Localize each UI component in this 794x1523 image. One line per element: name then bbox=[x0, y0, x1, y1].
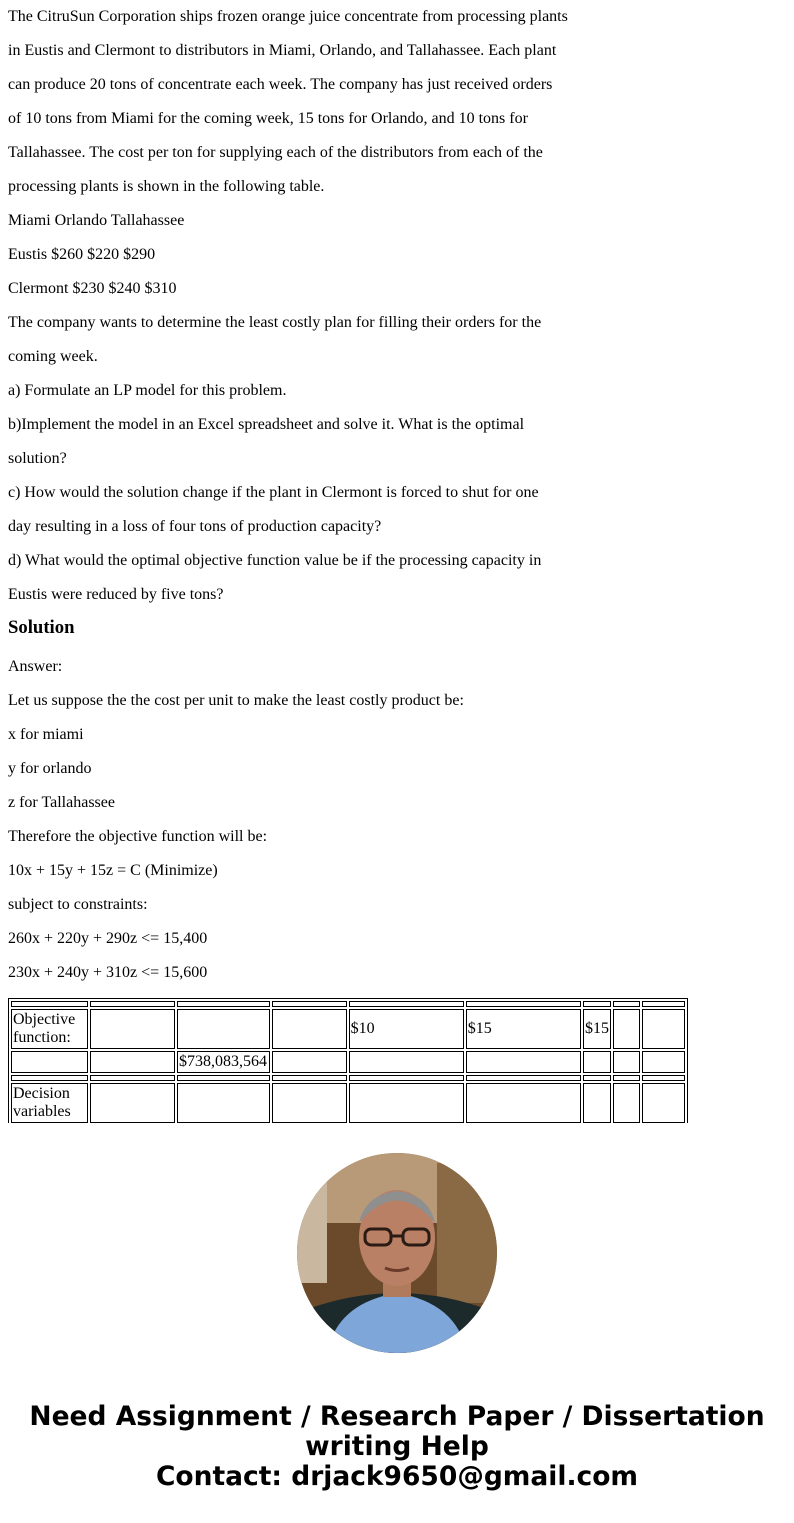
table-cell bbox=[272, 1083, 347, 1123]
solution-line: subject to constraints: bbox=[8, 896, 148, 913]
table-cell bbox=[642, 1083, 685, 1123]
table-cell bbox=[613, 1051, 640, 1073]
table-row bbox=[11, 1009, 685, 1049]
cost-table-header: Miami Orlando Tallahassee bbox=[8, 212, 185, 229]
table-cell: $15 bbox=[466, 1009, 581, 1049]
spreadsheet-table bbox=[8, 998, 688, 1123]
table-row bbox=[11, 1051, 685, 1073]
problem-line: The CitruSun Corporation ships frozen orange juice concentrate from processing plants bbox=[8, 8, 568, 25]
problem-line: processing plants is shown in the following table. bbox=[8, 178, 325, 195]
table-cell bbox=[466, 1051, 581, 1073]
table-cell bbox=[466, 1083, 581, 1123]
constraint: 260x + 220y + 290z <= 15,400 bbox=[8, 930, 208, 947]
table-cell bbox=[613, 1009, 640, 1049]
table-cell bbox=[583, 1051, 611, 1073]
table-cell bbox=[642, 1009, 685, 1049]
question-c: c) How would the solution change if the plant in Clermont is forced to shut for one bbox=[8, 484, 539, 501]
question-b: solution? bbox=[8, 450, 67, 467]
table-cell: Objective function: bbox=[11, 1009, 88, 1049]
problem-line: in Eustis and Clermont to distributors in Miami, Orlando, and Tallahassee. Each plant bbox=[8, 42, 557, 59]
solution-line: Answer: bbox=[8, 658, 63, 675]
solution-heading: Solution bbox=[8, 617, 75, 638]
question-a: a) Formulate an LP model for this problem. bbox=[8, 382, 287, 399]
table-cell bbox=[613, 1083, 640, 1123]
promo-footer bbox=[0, 1402, 794, 1492]
table-cell bbox=[90, 1051, 175, 1073]
table-cell bbox=[177, 1083, 270, 1123]
contact-line: Contact: drjack9650@gmail.com bbox=[155, 1461, 639, 1492]
table-cell: $10 bbox=[349, 1009, 464, 1049]
table-row bbox=[11, 1083, 685, 1123]
table-cell bbox=[177, 1009, 270, 1049]
table-cell bbox=[642, 1051, 685, 1073]
avatar-photo bbox=[297, 1153, 497, 1353]
constraint: 230x + 240y + 310z <= 15,600 bbox=[8, 964, 208, 981]
question-d: Eustis were reduced by five tons? bbox=[8, 586, 224, 603]
problem-line: coming week. bbox=[8, 348, 98, 365]
table-cell bbox=[272, 1009, 347, 1049]
solution-line: z for Tallahassee bbox=[8, 794, 115, 811]
objective-function: 10x + 15y + 15z = C (Minimize) bbox=[8, 862, 218, 879]
question-b: b)Implement the model in an Excel spreadsheet and solve it. What is the optimal bbox=[8, 416, 525, 433]
problem-line: Tallahassee. The cost per ton for supplying each of the distributors from each of the bbox=[8, 144, 543, 161]
cost-table-row: Eustis $260 $220 $290 bbox=[8, 246, 156, 263]
table-cell bbox=[349, 1083, 464, 1123]
table-cell bbox=[11, 1051, 88, 1073]
problem-line: of 10 tons from Miami for the coming week, 15 tons for Orlando, and 10 tons for bbox=[8, 110, 528, 127]
table-cell bbox=[90, 1009, 175, 1049]
separator-row bbox=[11, 1001, 685, 1007]
question-c: day resulting in a loss of four tons of production capacity? bbox=[8, 518, 382, 535]
table-cell: $15 bbox=[583, 1009, 611, 1049]
table-cell bbox=[349, 1051, 464, 1073]
author-avatar bbox=[297, 1153, 497, 1353]
solution-line: Let us suppose the the cost per unit to make the least costly product be: bbox=[8, 692, 464, 709]
problem-line: The company wants to determine the least costly plan for filling their orders for the bbox=[8, 314, 542, 331]
solution-line: x for miami bbox=[8, 726, 84, 743]
separator-row bbox=[11, 1075, 685, 1081]
promo-line: Need Assignment / Research Paper / Dissertation bbox=[29, 1401, 765, 1432]
question-d: d) What would the optimal objective function value be if the processing capacity in bbox=[8, 552, 542, 569]
table-cell: $738,083,564 bbox=[177, 1051, 270, 1073]
table-cell bbox=[90, 1083, 175, 1123]
spreadsheet-table-wrapper bbox=[8, 998, 688, 1123]
table-cell bbox=[583, 1083, 611, 1123]
table-cell bbox=[272, 1051, 347, 1073]
cost-table-row: Clermont $230 $240 $310 bbox=[8, 280, 177, 297]
solution-line: y for orlando bbox=[8, 760, 92, 777]
solution-line: Therefore the objective function will be: bbox=[8, 828, 268, 845]
promo-line: writing Help bbox=[305, 1431, 489, 1462]
document-content bbox=[8, 0, 688, 1123]
table-cell: Decision variables bbox=[11, 1083, 88, 1123]
problem-line: can produce 20 tons of concentrate each week. The company has just received orders bbox=[8, 76, 553, 93]
